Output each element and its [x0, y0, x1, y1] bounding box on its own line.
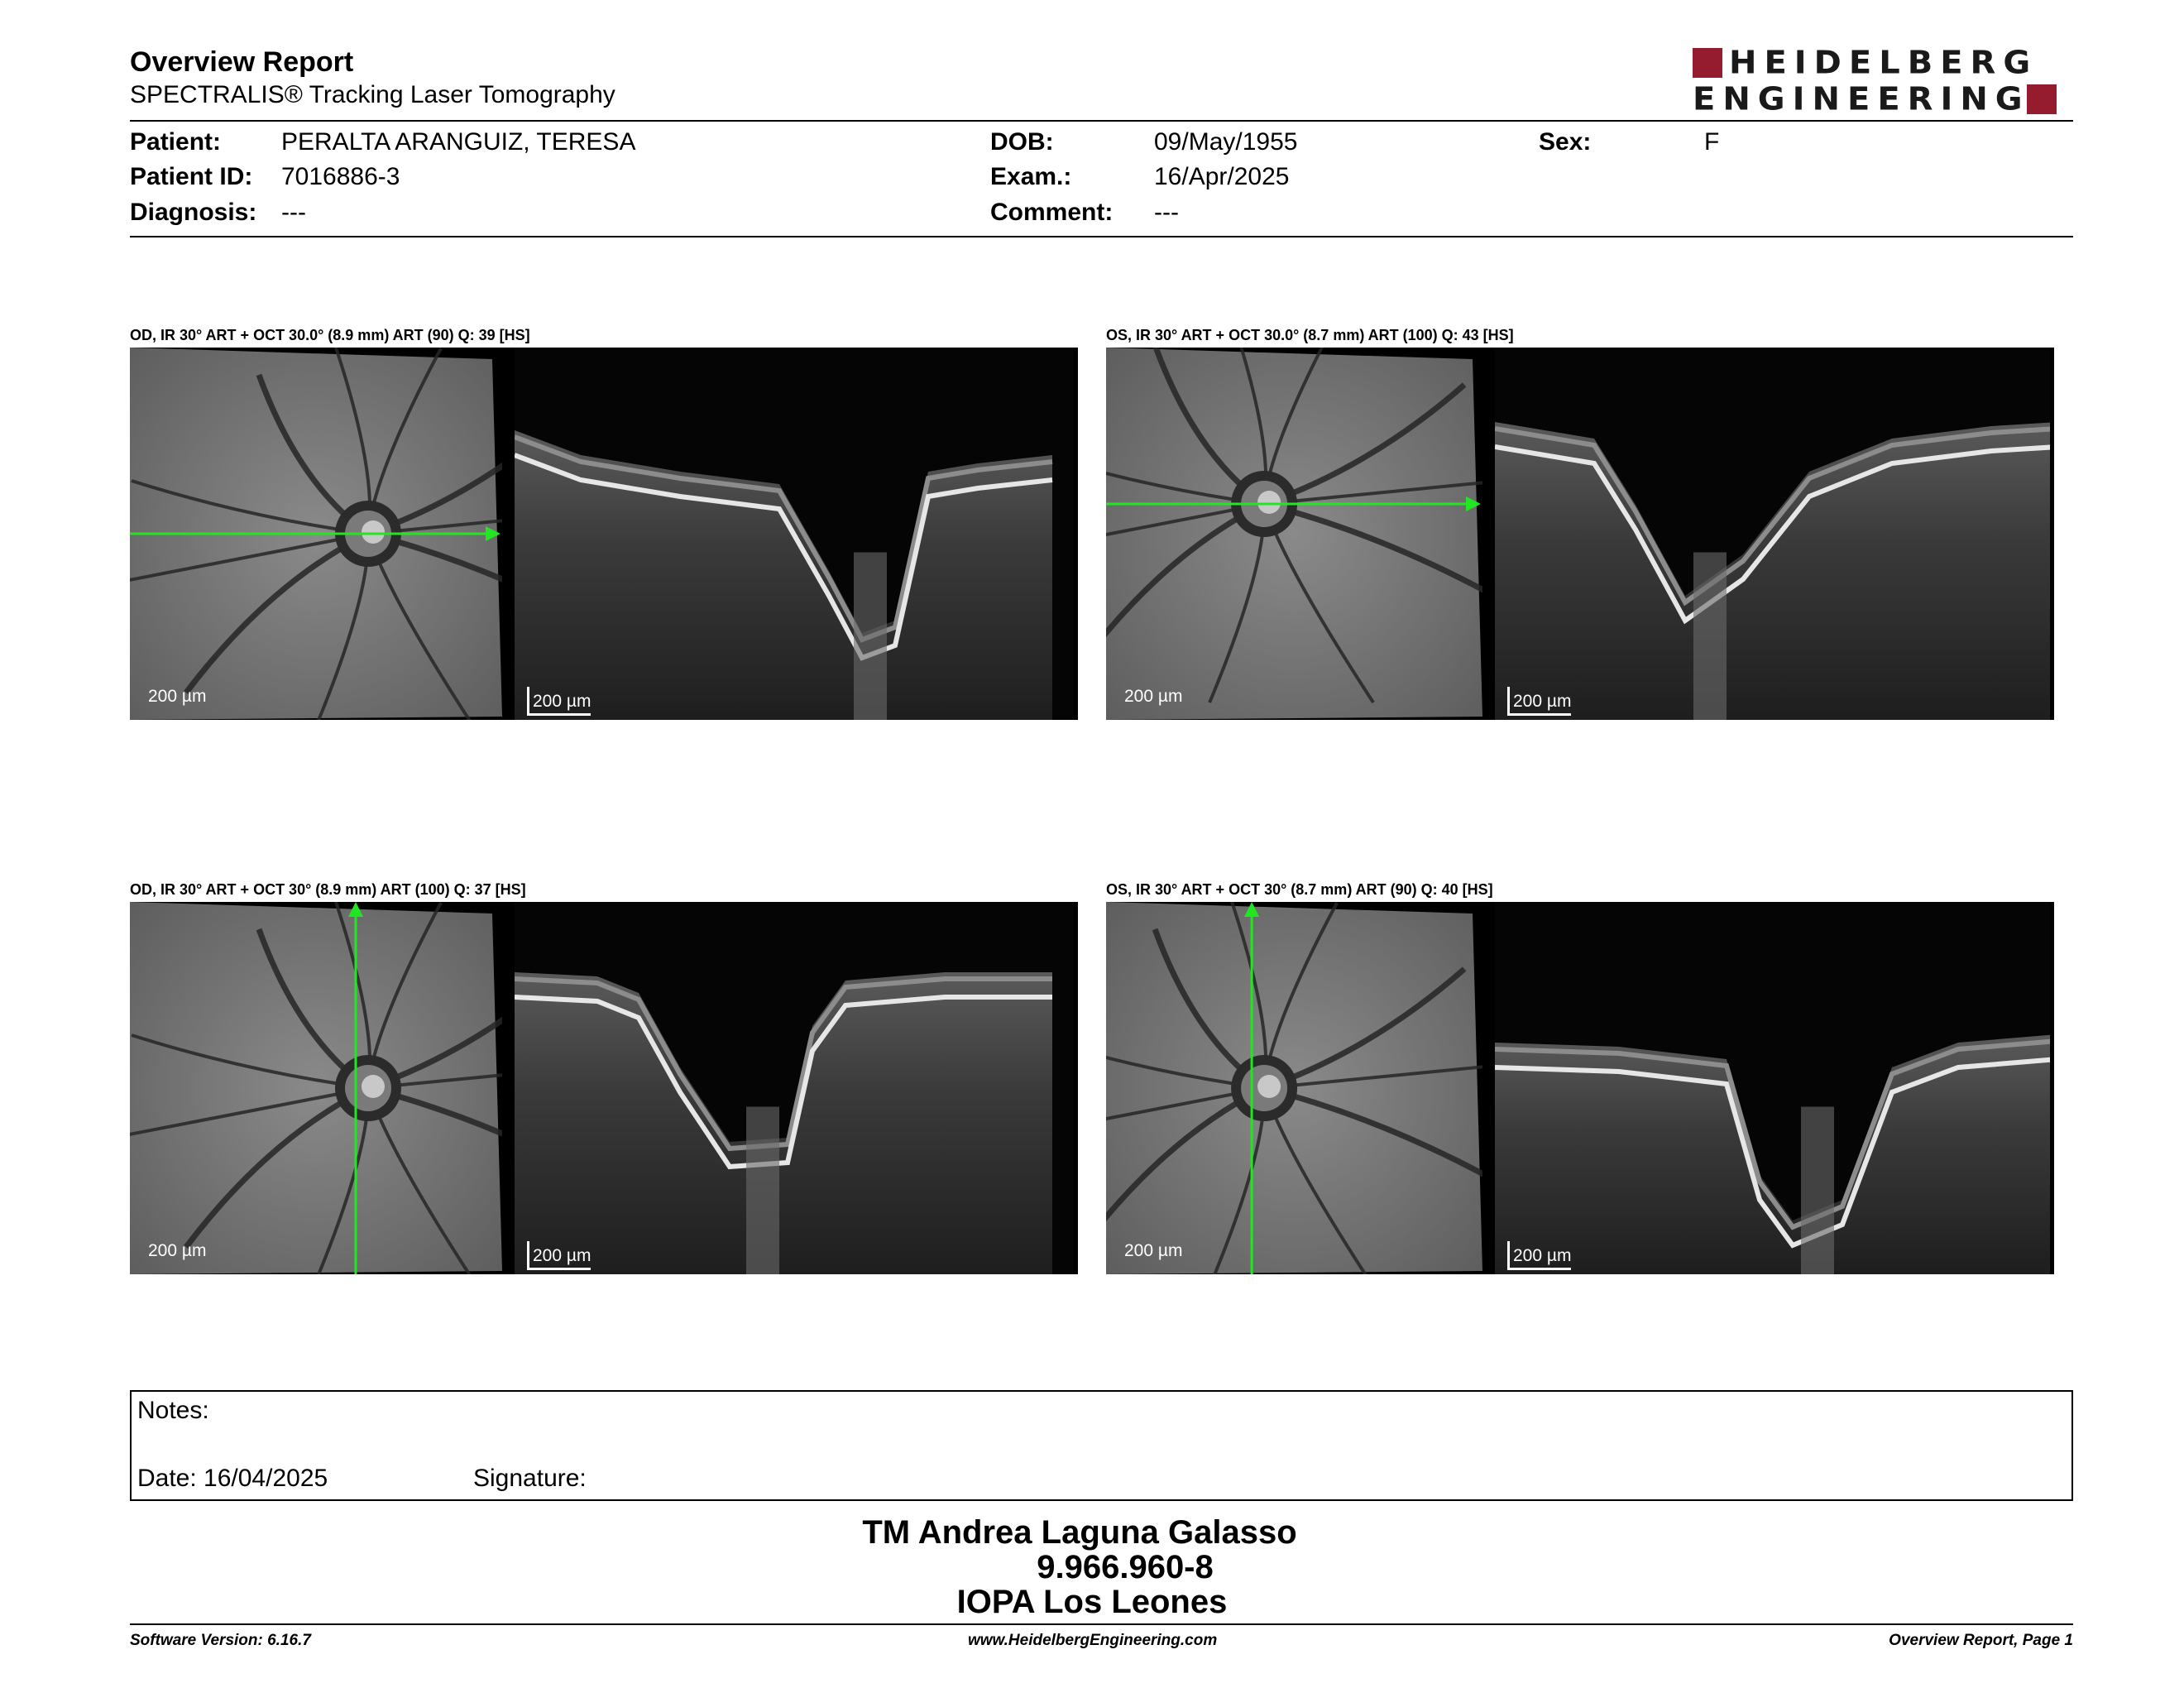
scan-caption: OS, IR 30° ART + OCT 30° (8.7 mm) ART (90) Q: 40 [HS]	[1106, 881, 1493, 898]
patient-id: 7016886-3	[281, 163, 400, 190]
oct-scale-bar: 200 µm	[527, 1241, 591, 1270]
signatory-name: TM Andrea Laguna Galasso	[862, 1514, 1297, 1551]
signature-label: Signature:	[473, 1465, 587, 1492]
header-rule	[130, 120, 2073, 122]
scan-caption: OD, IR 30° ART + OCT 30.0° (8.9 mm) ART (90) Q: 39 [HS]	[130, 327, 530, 343]
scan-panel-1	[130, 327, 1078, 724]
scan-caption: OD, IR 30° ART + OCT 30° (8.9 mm) ART (100) Q: 37 [HS]	[130, 881, 526, 898]
sex-label: Sex:	[1539, 128, 1592, 156]
oct-scale-bar: 200 µm	[527, 687, 591, 716]
diagnosis-value: ---	[281, 199, 306, 226]
ir-fundus-image	[1106, 348, 1482, 720]
ir-scale-bar: 200 µm	[148, 1241, 207, 1260]
dob-value: 09/May/1955	[1154, 128, 1298, 156]
oct-bscan-image	[1495, 348, 2050, 720]
ir-fundus-image	[1106, 902, 1482, 1274]
scan-image-area	[1106, 348, 2054, 720]
ir-scale-bar: 200 µm	[148, 687, 207, 706]
ir-scale-bar: 200 µm	[1124, 1241, 1183, 1260]
exam-label: Exam.:	[990, 163, 1072, 190]
signatory-institution: IOPA Los Leones	[956, 1584, 1228, 1620]
ir-fundus-image	[130, 348, 502, 720]
scan-panel-3	[130, 881, 1078, 1278]
patient-id-label: Patient ID:	[130, 163, 253, 190]
scan-image-area	[130, 348, 1078, 720]
patient-label: Patient:	[130, 128, 222, 156]
oct-bscan-image	[515, 348, 1074, 720]
exam-value: 16/Apr/2025	[1154, 163, 1290, 190]
scan-image-area	[130, 902, 1078, 1274]
scan-panel-4	[1106, 881, 2054, 1278]
dob-label: DOB:	[990, 128, 1054, 156]
report-title: Overview Report	[130, 46, 354, 78]
oct-bscan-image	[1495, 902, 2050, 1274]
comment-label: Comment:	[990, 199, 1114, 226]
oct-bscan-image	[515, 902, 1074, 1274]
report-subtitle: SPECTRALIS® Tracking Laser Tomography	[130, 81, 615, 108]
page-number: Overview Report, Page 1	[1889, 1632, 2073, 1649]
ir-fundus-image	[130, 902, 502, 1274]
footer-rule	[130, 1623, 2073, 1625]
oct-scale-bar: 200 µm	[1507, 687, 1571, 716]
notes-box	[130, 1390, 2073, 1501]
notes-label: Notes:	[137, 1397, 209, 1424]
website-link[interactable]: www.HeidelbergEngineering.com	[968, 1632, 1218, 1649]
sex-value: F	[1704, 128, 1720, 156]
scan-panel-2	[1106, 327, 2054, 724]
diagnosis-label: Diagnosis:	[130, 199, 257, 226]
logo-square-icon	[1693, 48, 1722, 78]
scan-caption: OS, IR 30° ART + OCT 30.0° (8.7 mm) ART (100) Q: 43 [HS]	[1106, 327, 1514, 343]
signatory-id: 9.966.960-8	[1037, 1549, 1214, 1585]
oct-scale-bar: 200 µm	[1507, 1241, 1571, 1270]
software-version: Software Version: 6.16.7	[130, 1632, 311, 1649]
notes-date: Date: 16/04/2025	[137, 1465, 328, 1492]
comment-value: ---	[1154, 199, 1179, 226]
patient-rule	[130, 236, 2073, 237]
heidelberg-logo: HEIDELBERG ENGINEERING	[1693, 46, 2073, 117]
scan-image-area	[1106, 902, 2054, 1274]
ir-scale-bar: 200 µm	[1124, 687, 1183, 706]
patient-name: PERALTA ARANGUIZ, TERESA	[281, 128, 636, 156]
